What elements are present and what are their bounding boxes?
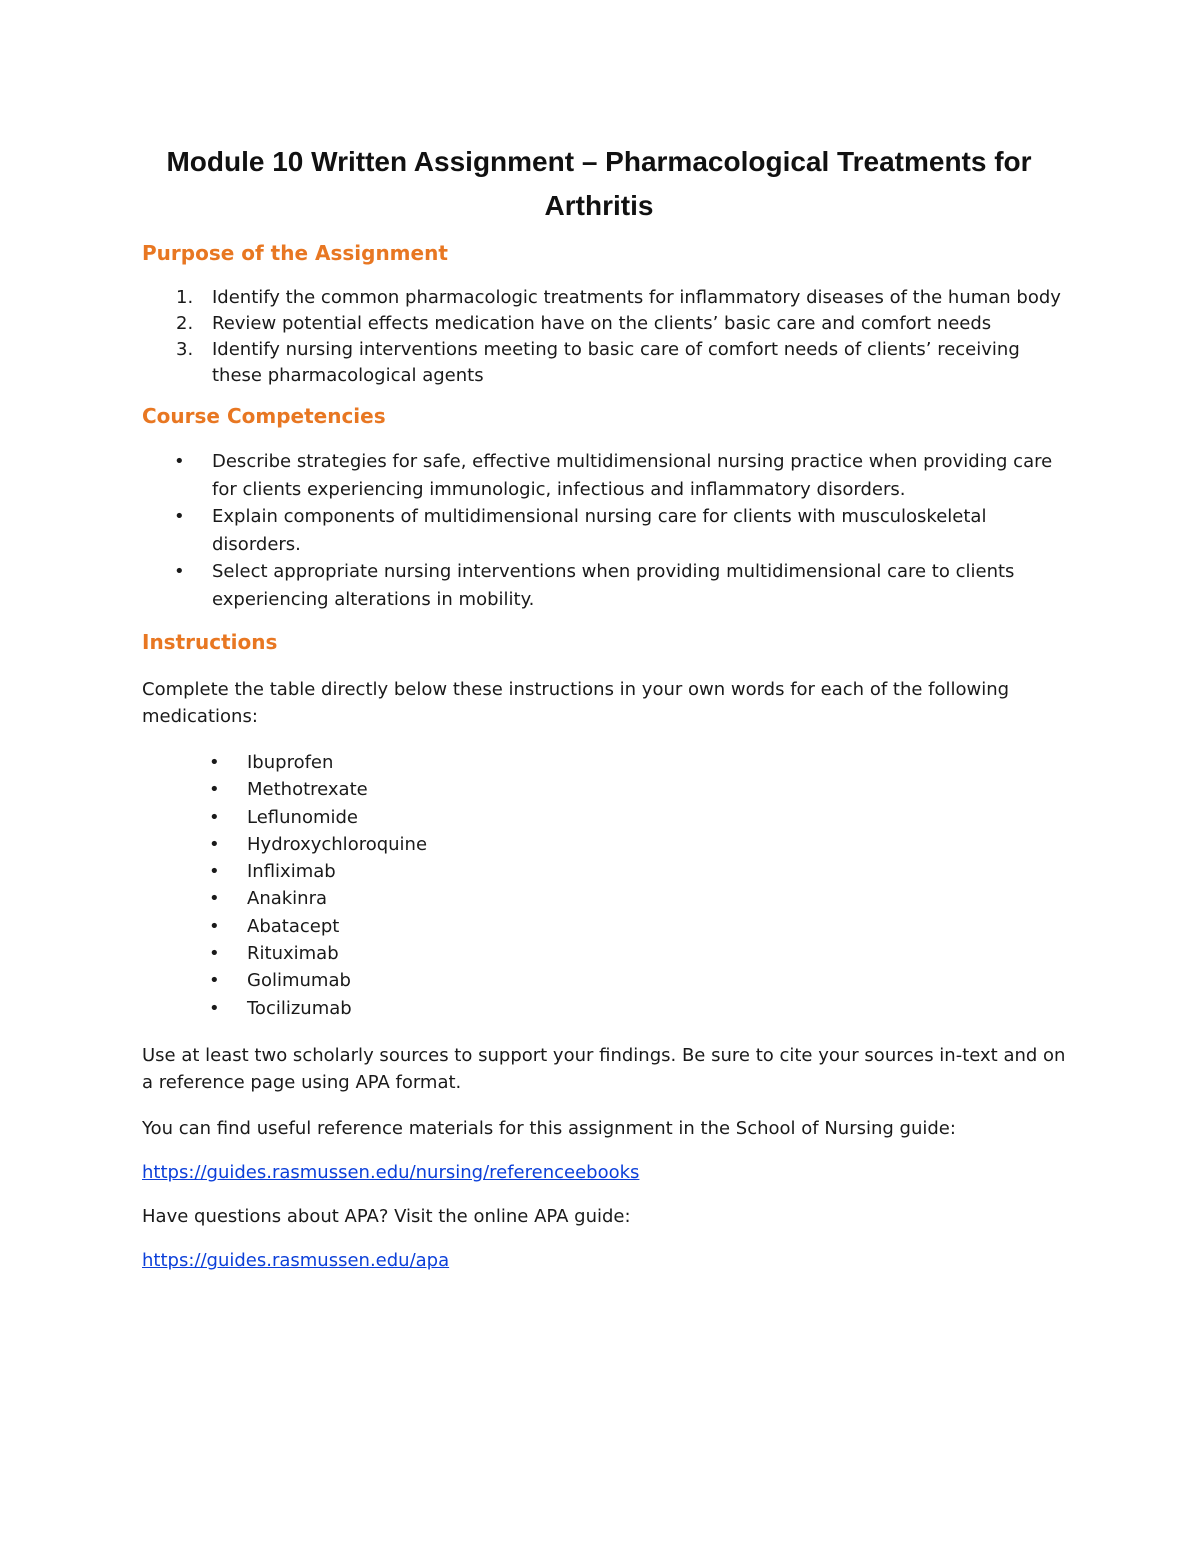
- bullet-icon: •: [209, 861, 220, 883]
- list-item-text: Identify nursing interventions meeting to basic care of comfort needs of clients’ receiving these pharmacological agents: [212, 339, 1020, 386]
- bullet-icon: •: [209, 806, 220, 828]
- list-item: [142, 858, 1072, 885]
- document-title: [134, 140, 1064, 228]
- nursing-guide-link[interactable]: https://guides.rasmussen.edu/nursing/referenceebooks: [142, 1161, 640, 1183]
- list-item-text: Explain components of multidimensional nursing care for clients with musculoskeletal disorders.: [212, 506, 987, 555]
- medication-name: Golimumab: [247, 970, 351, 992]
- document-page: [142, 140, 1072, 1274]
- list-number: 1.: [176, 287, 194, 308]
- medication-name: Leflunomide: [247, 806, 358, 828]
- bullet-icon: •: [209, 833, 220, 855]
- medication-name: Hydroxychloroquine: [247, 833, 428, 855]
- list-item: [142, 337, 1072, 389]
- medication-name: Rituximab: [247, 943, 339, 965]
- list-item: [142, 448, 1072, 503]
- medication-name: Tocilizumab: [247, 997, 352, 1019]
- list-item-text: Review potential effects medication have on the clients’ basic care and comfort needs: [212, 313, 992, 334]
- medication-name: Ibuprofen: [247, 752, 334, 773]
- list-item: [142, 558, 1072, 613]
- bullet-icon: •: [209, 888, 220, 910]
- list-item: [142, 285, 1072, 311]
- list-item: [142, 967, 1072, 994]
- list-item-text: Describe strategies for safe, effective multidimensional nursing practice when providing care for clients experiencing immunologic, infectious and inflammatory disorders.: [212, 451, 1053, 500]
- bullet-icon: •: [174, 561, 185, 582]
- bullet-icon: •: [174, 451, 185, 472]
- list-item-text: Select appropriate nursing interventions when providing multidimensional care to clients experiencing alterations in mobility.: [212, 561, 1015, 610]
- list-item: [142, 749, 1072, 776]
- list-item: [142, 776, 1072, 803]
- list-number: 3.: [176, 339, 194, 360]
- competencies-list: [142, 448, 1072, 613]
- bullet-icon: •: [174, 506, 185, 527]
- purpose-list: [142, 285, 1072, 389]
- list-item-text: Identify the common pharmacologic treatments for inflammatory diseases of the human body: [212, 287, 1061, 308]
- instructions-heading: Instructions: [142, 630, 278, 654]
- list-item: [142, 831, 1072, 858]
- list-item: [142, 311, 1072, 337]
- medication-name: Anakinra: [247, 888, 328, 910]
- bullet-icon: •: [209, 752, 220, 773]
- list-item: [142, 995, 1072, 1022]
- apa-guide-link[interactable]: https://guides.rasmussen.edu/apa: [142, 1249, 450, 1271]
- apa-link-paragraph: [142, 1247, 1072, 1274]
- guide-link-paragraph: [142, 1159, 1072, 1186]
- guide-paragraph: You can find useful reference materials for this assignment in the School of Nursing guide:: [142, 1117, 956, 1139]
- list-item: [142, 804, 1072, 831]
- bullet-icon: •: [209, 997, 220, 1019]
- medications-list: [142, 749, 1072, 1022]
- list-item: [142, 885, 1072, 912]
- list-number: 2.: [176, 313, 194, 334]
- instructions-intro: Complete the table directly below these instructions in your own words for each of the following medications:: [142, 679, 1010, 727]
- title-line-2: Arthritis: [544, 190, 654, 221]
- competencies-heading: Course Competencies: [142, 404, 386, 428]
- medication-name: Methotrexate: [247, 779, 368, 801]
- medication-name: Infliximab: [247, 861, 336, 883]
- title-line-1: Module 10 Written Assignment – Pharmacological Treatments for: [166, 146, 1032, 177]
- bullet-icon: •: [209, 779, 220, 801]
- sources-paragraph: Use at least two scholarly sources to support your findings. Be sure to cite your sources in-text and on a reference page using APA format.: [142, 1044, 1066, 1093]
- bullet-icon: •: [209, 915, 220, 937]
- bullet-icon: •: [209, 970, 220, 992]
- medication-name: Abatacept: [247, 915, 340, 937]
- list-item: [142, 503, 1072, 558]
- bullet-icon: •: [209, 943, 220, 965]
- apa-paragraph: Have questions about APA? Visit the online APA guide:: [142, 1205, 631, 1227]
- list-item: [142, 913, 1072, 940]
- purpose-heading: Purpose of the Assignment: [142, 241, 448, 265]
- list-item: [142, 940, 1072, 967]
